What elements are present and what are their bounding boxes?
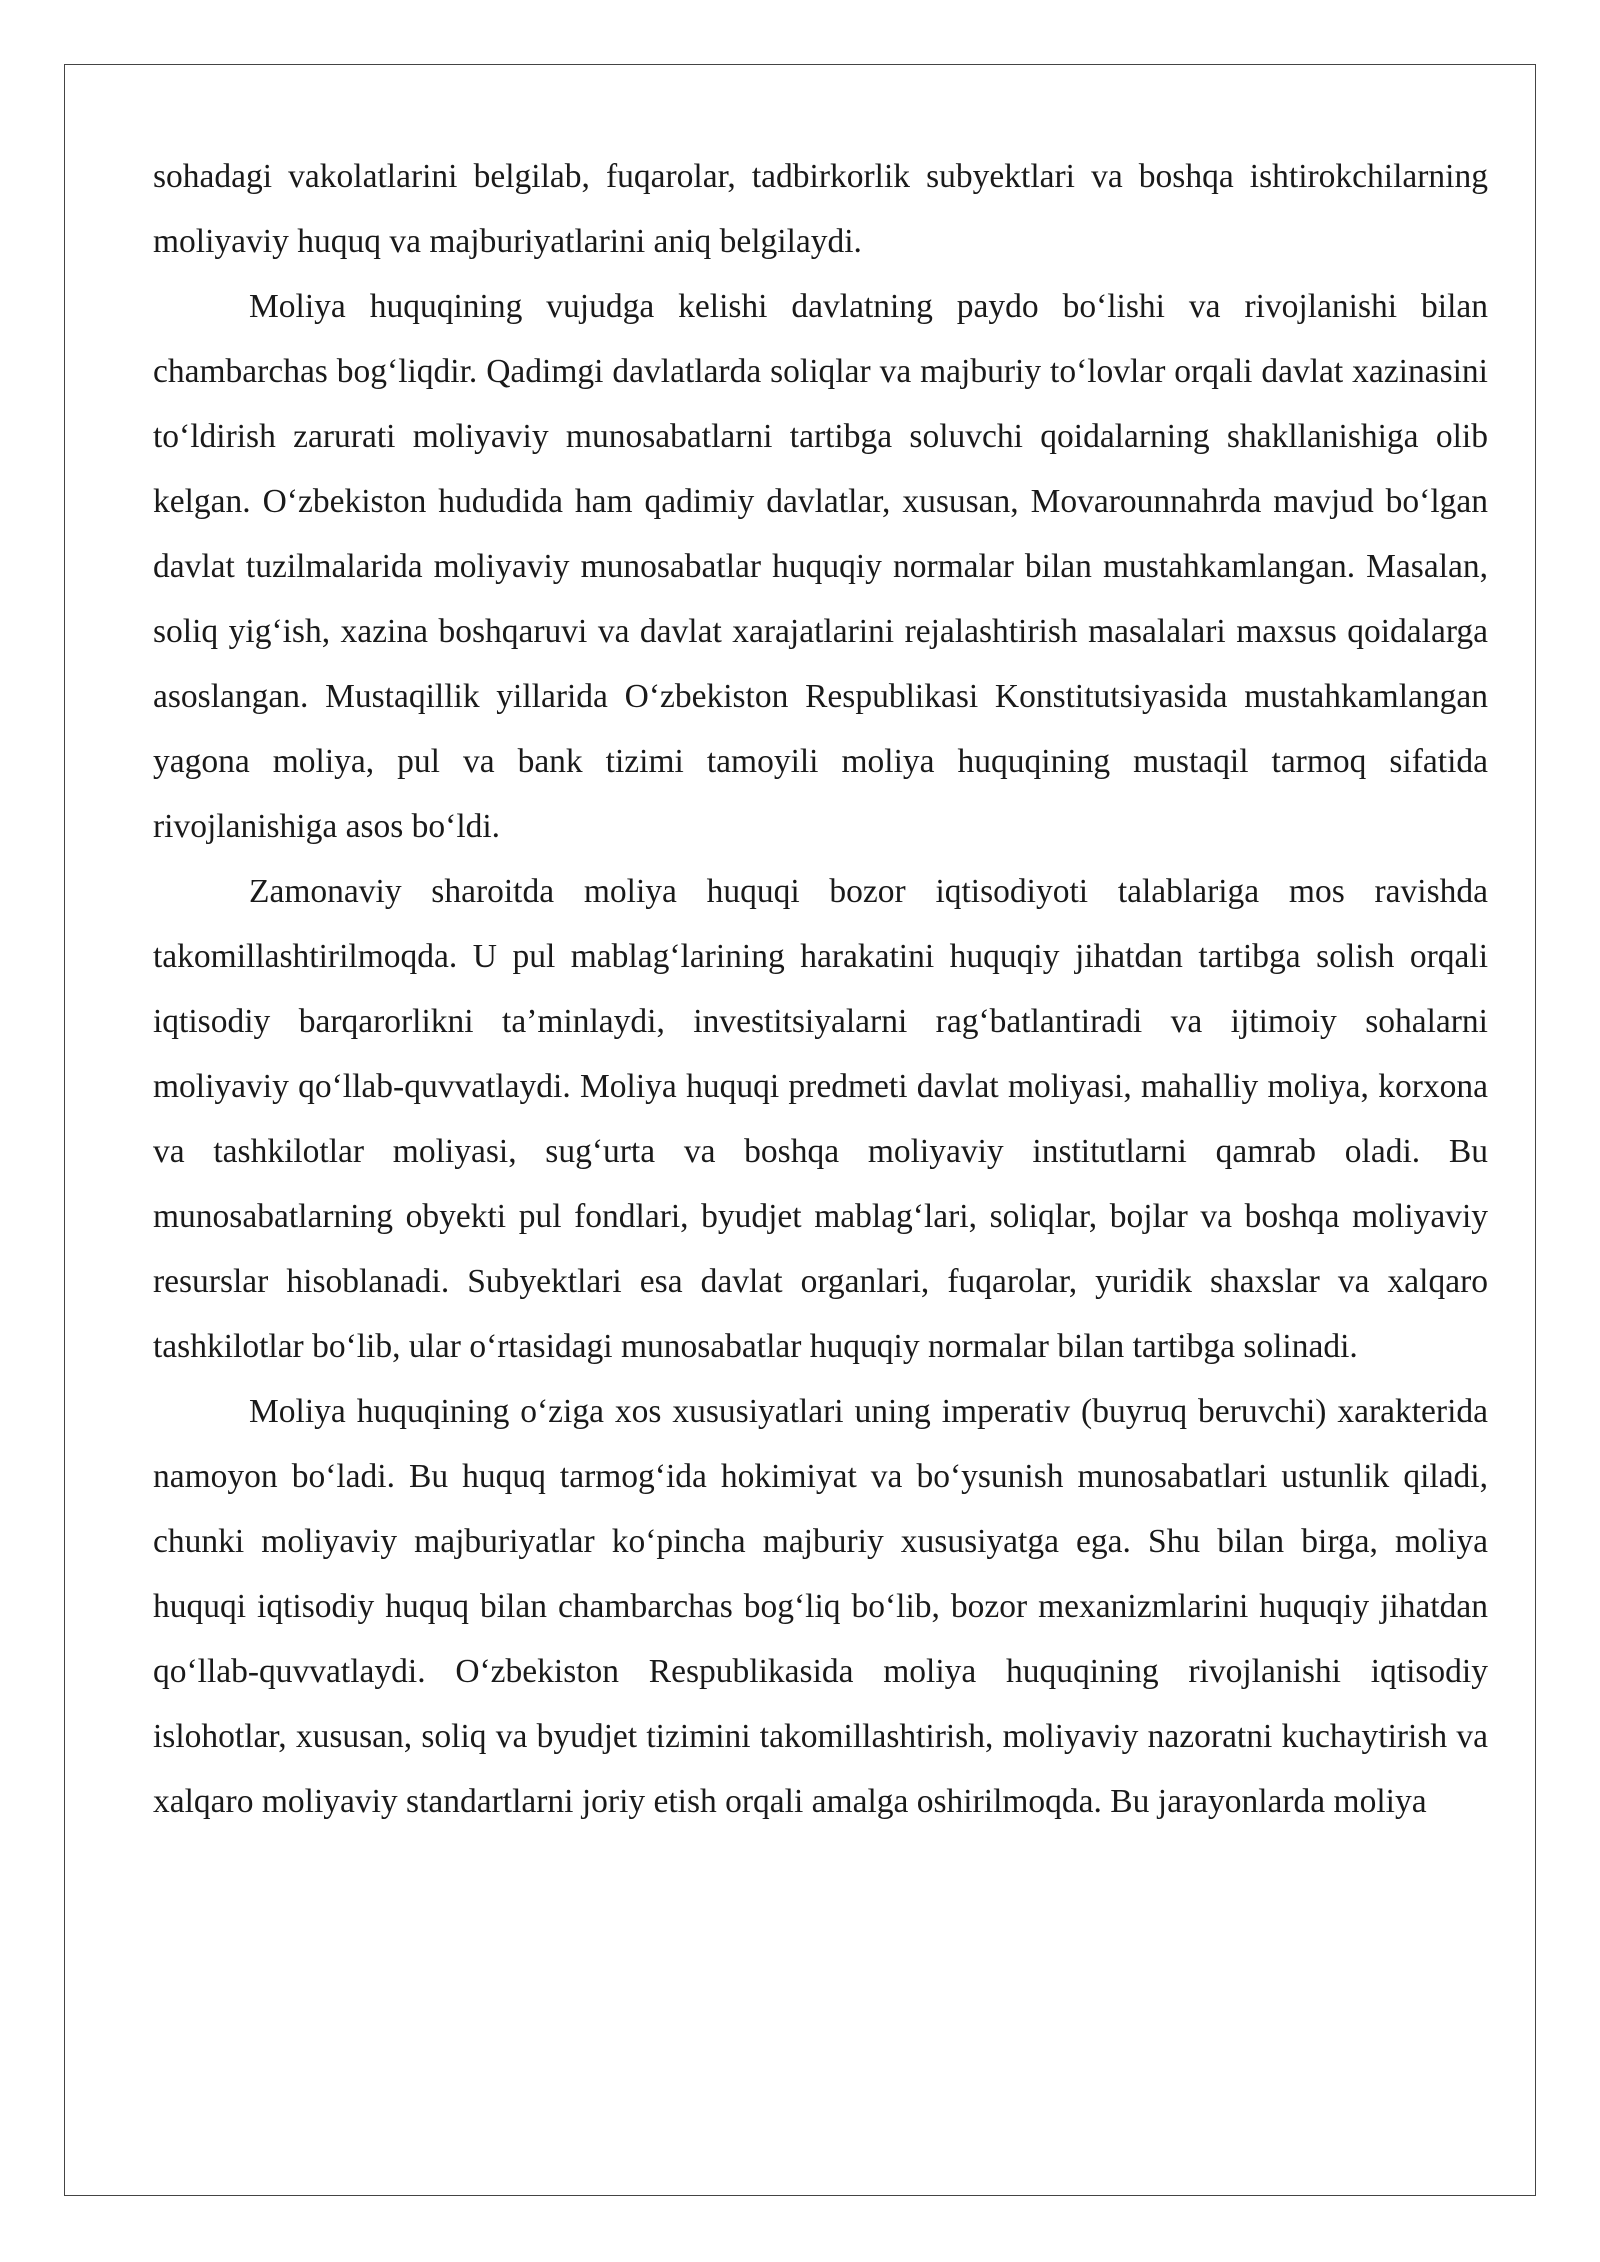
document-body [153,144,1488,1834]
paragraph-1: sohadagi vakolatlarini belgilab, fuqarolar, tadbirkorlik subyektlari va boshqa ishtirokchilarning moliyaviy huquq va majburiyatlarini aniq belgilaydi. [153,158,1488,260]
paragraph-2: Moliya huquqining vujudga kelishi davlatning paydo bo‘lishi va rivojlanishi bilan chambarchas bog‘liqdir. Qadimgi davlatlarda soliqlar va majburiy to‘lovlar orqali davlat xazinasini to‘ldirish zarurati moliyaviy munosabatlarni tartibga soluvchi qoidalarning shakllanishiga olib kelgan. O‘zbekiston hududida ham qadimiy davlatlar, xususan, Movarounnahrda mavjud bo‘lgan davlat tuzilmalarida moliyaviy munosabatlar huquqiy normalar bilan mustahkamlangan. Masalan, soliq yig‘ish, xazina boshqaruvi va davlat xarajatlarini rejalashtirish masalalari maxsus qoidalarga asoslangan. Mustaqillik yillarida O‘zbekiston Respublikasi Konstitutsiyasida mustahkamlangan yagona moliya, pul va bank tizimi tamoyili moliya huquqining mustaqil tarmoq sifatida rivojlanishiga asos bo‘ldi. [153,288,1488,845]
paragraph-3: Zamonaviy sharoitda moliya huquqi bozor iqtisodiyoti talablariga mos ravishda takomillashtirilmoqda. U pul mablag‘larining harakatini huquqiy jihatdan tartibga solish orqali iqtisodiy barqarorlikni ta’minlaydi, investitsiyalarni rag‘batlantiradi va ijtimoiy sohalarni moliyaviy qo‘llab-quvvatlaydi. Moliya huquqi predmeti davlat moliyasi, mahalliy moliya, korxona va tashkilotlar moliyasi, sug‘urta va boshqa moliyaviy institutlarni qamrab oladi. Bu munosabatlarning obyekti pul fondlari, byudjet mablag‘lari, soliqlar, bojlar va boshqa moliyaviy resurslar hisoblanadi. Subyektlari esa davlat organlari, fuqarolar, yuridik shaxslar va xalqaro tashkilotlar bo‘lib, ular o‘rtasidagi munosabatlar huquqiy normalar bilan tartibga solinadi. [153,873,1488,1365]
paragraph-4: Moliya huquqining o‘ziga xos xususiyatlari uning imperativ (buyruq beruvchi) xarakterida namoyon bo‘ladi. Bu huquq tarmog‘ida hokimiyat va bo‘ysunish munosabatlari ustunlik qiladi, chunki moliyaviy majburiyatlar ko‘pincha majburiy xususiyatga ega. Shu bilan birga, moliya huquqi iqtisodiy huquq bilan chambarchas bog‘liq bo‘lib, bozor mexanizmlarini huquqiy jihatdan qo‘llab-quvvatlaydi. O‘zbekiston Respublikasida moliya huquqining rivojlanishi iqtisodiy islohotlar, xususan, soliq va byudjet tizimini takomillashtirish, moliyaviy nazoratni kuchaytirish va xalqaro moliyaviy standartlarni joriy etish orqali amalga oshirilmoqda. Bu jarayonlarda moliya [153,1393,1488,1820]
